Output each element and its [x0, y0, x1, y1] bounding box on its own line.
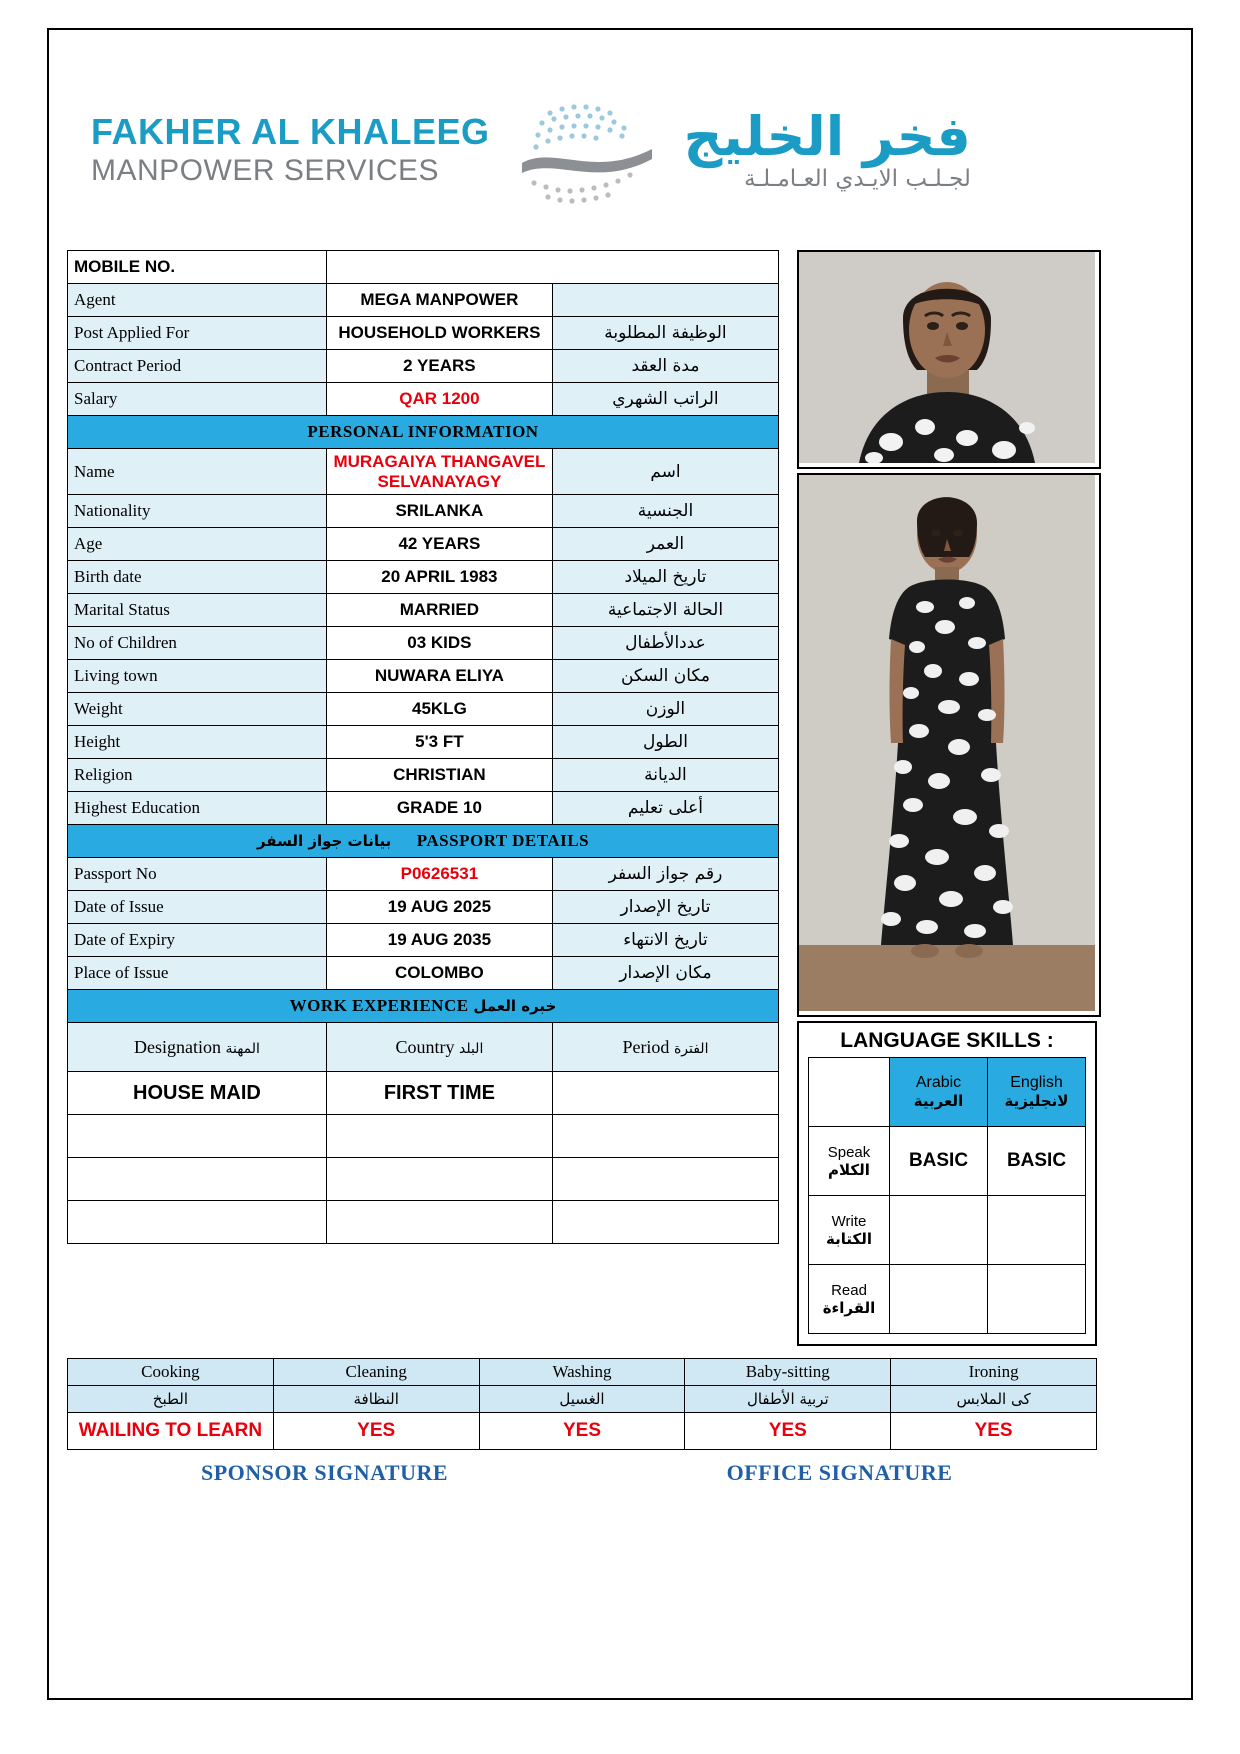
weight-value: 45KLG: [326, 693, 552, 726]
designation-header-ar: المهنة: [225, 1040, 260, 1057]
table-row-name: [68, 449, 779, 495]
work-experience-header-row: [68, 1023, 779, 1072]
country-header: [326, 1023, 552, 1072]
read-label-en: Read: [831, 1281, 867, 1299]
skills-value-row: [68, 1413, 1097, 1450]
name-arabic: اسم: [552, 449, 778, 495]
we-designation-2: [68, 1115, 327, 1158]
date-of-expiry-value: 19 AUG 2035: [326, 924, 552, 957]
height-value: 5'3 FT: [326, 726, 552, 759]
company-name-line1: FAKHER AL KHALEEG: [91, 111, 490, 153]
religion-label: Religion: [68, 759, 327, 792]
we-country-4: [326, 1201, 552, 1244]
living-town-value: NUWARA ELIYA: [326, 660, 552, 693]
age-arabic: العمر: [552, 528, 778, 561]
height-label: Height: [68, 726, 327, 759]
section-work-title: [68, 990, 779, 1023]
applicant-face-photo: [797, 250, 1101, 469]
table-row-date-of-expiry: [68, 924, 779, 957]
skill-babysitting-arabic: تربية الأطفال: [685, 1386, 891, 1413]
table-row-living-town: [68, 660, 779, 693]
salary-value: QAR 1200: [326, 383, 552, 416]
period-header: [552, 1023, 778, 1072]
table-row-salary: [68, 383, 779, 416]
language-skills-panel: [797, 1021, 1097, 1346]
table-row-education: [68, 792, 779, 825]
language-header-row: [809, 1058, 1086, 1127]
section-work-title-en: WORK EXPERIENCE: [289, 996, 469, 1015]
living-town-arabic: مكان السكن: [552, 660, 778, 693]
place-of-issue-value: COLOMBO: [326, 957, 552, 990]
read-label-ar: القراءة: [822, 1298, 876, 1317]
read-arabic-level: [890, 1265, 988, 1334]
marital-status-label: Marital Status: [68, 594, 327, 627]
birth-date-label: Birth date: [68, 561, 327, 594]
section-passport-title: [68, 825, 779, 858]
table-row-marital-status: [68, 594, 779, 627]
table-row-weight: [68, 693, 779, 726]
period-header-ar: الفترة: [673, 1040, 709, 1057]
applicant-full-photo: [797, 473, 1101, 1017]
we-period-3: [552, 1158, 778, 1201]
we-designation-4: [68, 1201, 327, 1244]
language-row-read-label: [809, 1265, 890, 1334]
language-skills-title: LANGUAGE SKILLS :: [840, 1029, 1054, 1052]
applicant-info-table: [67, 250, 779, 1244]
sponsor-signature-label: SPONSOR SIGNATURE: [200, 1460, 449, 1485]
we-designation-3: [68, 1158, 327, 1201]
birth-date-arabic: تاريخ الميلاد: [552, 561, 778, 594]
language-col-english: [988, 1058, 1086, 1127]
table-row-height: [68, 726, 779, 759]
work-experience-row: [68, 1158, 779, 1201]
work-experience-row: [68, 1201, 779, 1244]
table-row-date-of-issue: [68, 891, 779, 924]
language-col-arabic: [890, 1058, 988, 1127]
passport-no-value: P0626531: [326, 858, 552, 891]
section-work-title-ar: خبره العمل: [473, 997, 557, 1015]
language-corner-cell: [809, 1058, 890, 1127]
table-row-post-applied: [68, 317, 779, 350]
religion-value: CHRISTIAN: [326, 759, 552, 792]
date-of-expiry-label: Date of Expiry: [68, 924, 327, 957]
we-designation-1: HOUSE MAID: [68, 1072, 327, 1115]
name-value: MURAGAIYA THANGAVEL SELVANAYAGY: [326, 449, 552, 495]
language-col-english-en: English: [1010, 1074, 1063, 1091]
language-row-write: [809, 1196, 1086, 1265]
language-skills-table: [808, 1057, 1086, 1334]
table-row-nationality: [68, 495, 779, 528]
passport-no-arabic: رقم جواز السفر: [552, 858, 778, 891]
date-of-issue-label: Date of Issue: [68, 891, 327, 924]
marital-status-value: MARRIED: [326, 594, 552, 627]
contract-period-arabic: مدة العقد: [552, 350, 778, 383]
skill-babysitting-label: Baby-sitting: [685, 1359, 891, 1386]
company-name-line2: MANPOWER SERVICES: [91, 153, 440, 187]
skill-babysitting-value: YES: [685, 1413, 891, 1450]
living-town-label: Living town: [68, 660, 327, 693]
language-row-speak: [809, 1127, 1086, 1196]
skill-washing-arabic: الغسيل: [479, 1386, 685, 1413]
language-row-speak-label: [809, 1127, 890, 1196]
agent-label: Agent: [68, 284, 327, 317]
language-col-arabic-en: Arabic: [915, 1074, 962, 1091]
date-of-issue-value: 19 AUG 2025: [326, 891, 552, 924]
passport-no-label: Passport No: [68, 858, 327, 891]
education-arabic: أعلى تعليم: [552, 792, 778, 825]
salary-arabic: الراتب الشهري: [552, 383, 778, 416]
speak-label-en: Speak: [827, 1143, 871, 1161]
skill-washing-label: Washing: [479, 1359, 685, 1386]
skill-ironing-arabic: كى الملابس: [891, 1386, 1097, 1413]
nationality-arabic: الجنسية: [552, 495, 778, 528]
write-label-ar: الكتابة: [826, 1229, 872, 1248]
education-label: Highest Education: [68, 792, 327, 825]
we-country-1: FIRST TIME: [326, 1072, 552, 1115]
language-row-write-label: [809, 1196, 890, 1265]
we-period-2: [552, 1115, 778, 1158]
we-period-4: [552, 1201, 778, 1244]
table-row-contract-period: [68, 350, 779, 383]
period-header-en: Period: [622, 1036, 670, 1057]
education-value: GRADE 10: [326, 792, 552, 825]
work-experience-row: [68, 1072, 779, 1115]
signature-row: [67, 1460, 1097, 1486]
agent-value: MEGA MANPOWER: [326, 284, 552, 317]
we-country-3: [326, 1158, 552, 1201]
skill-cleaning-label: Cleaning: [273, 1359, 479, 1386]
contract-period-value: 2 YEARS: [326, 350, 552, 383]
country-header-ar: البلد: [458, 1040, 484, 1057]
section-personal-information: [68, 416, 779, 449]
skills-english-row: [68, 1359, 1097, 1386]
table-row-children: [68, 627, 779, 660]
company-name-arabic-line1: فخر الخليج: [683, 104, 971, 168]
birth-date-value: 20 APRIL 1983: [326, 561, 552, 594]
table-row-place-of-issue: [68, 957, 779, 990]
children-arabic: عددالأطفال: [552, 627, 778, 660]
skill-cooking-arabic: الطبخ: [68, 1386, 274, 1413]
write-label-en: Write: [831, 1212, 867, 1230]
skill-washing-value: YES: [479, 1413, 685, 1450]
speak-english-level: BASIC: [988, 1127, 1086, 1196]
table-row-religion: [68, 759, 779, 792]
language-row-read: [809, 1265, 1086, 1334]
we-country-2: [326, 1115, 552, 1158]
table-row-age: [68, 528, 779, 561]
company-logo-icon: [514, 95, 664, 205]
nationality-value: SRILANKA: [326, 495, 552, 528]
place-of-issue-label: Place of Issue: [68, 957, 327, 990]
skill-cooking-value: WAILING TO LEARN: [68, 1413, 274, 1450]
marital-status-arabic: الحالة الاجتماعية: [552, 594, 778, 627]
children-value: 03 KIDS: [326, 627, 552, 660]
age-label: Age: [68, 528, 327, 561]
contract-period-label: Contract Period: [68, 350, 327, 383]
mobile-value: [326, 251, 778, 284]
post-applied-value: HOUSEHOLD WORKERS: [326, 317, 552, 350]
skill-ironing-value: YES: [891, 1413, 1097, 1450]
children-label: No of Children: [68, 627, 327, 660]
skill-cleaning-arabic: النظافة: [273, 1386, 479, 1413]
cv-page: [47, 28, 1193, 1700]
date-of-expiry-arabic: تاريخ الانتهاء: [552, 924, 778, 957]
speak-label-ar: الكلام: [828, 1160, 870, 1179]
height-arabic: الطول: [552, 726, 778, 759]
language-col-english-ar: لانجليزية: [1004, 1092, 1069, 1110]
mobile-label: MOBILE NO.: [68, 251, 327, 284]
household-skills-table: [67, 1358, 1097, 1450]
place-of-issue-arabic: مكان الإصدار: [552, 957, 778, 990]
office-signature-label: OFFICE SIGNATURE: [726, 1460, 953, 1485]
date-of-issue-arabic: تاريخ الإصدار: [552, 891, 778, 924]
age-value: 42 YEARS: [326, 528, 552, 561]
table-row-mobile: [68, 251, 779, 284]
section-passport-title-en: PASSPORT DETAILS: [416, 831, 590, 850]
skill-cleaning-value: YES: [273, 1413, 479, 1450]
skills-arabic-row: [68, 1386, 1097, 1413]
work-experience-row: [68, 1115, 779, 1158]
language-col-arabic-ar: العربية: [913, 1092, 964, 1110]
company-name-ar: [674, 104, 971, 194]
company-name-en: [69, 111, 490, 188]
country-header-en: Country: [395, 1036, 455, 1057]
write-english-level: [988, 1196, 1086, 1265]
company-name-arabic-line2: لجـلـب الايـدي العـامـلـة: [744, 165, 971, 192]
section-work-experience: [68, 990, 779, 1023]
table-row-birth-date: [68, 561, 779, 594]
nationality-label: Nationality: [68, 495, 327, 528]
weight-label: Weight: [68, 693, 327, 726]
name-label: Name: [68, 449, 327, 495]
company-header: [69, 80, 1069, 220]
table-row-agent: [68, 284, 779, 317]
skill-ironing-label: Ironing: [891, 1359, 1097, 1386]
agent-arabic: [552, 284, 778, 317]
read-english-level: [988, 1265, 1086, 1334]
section-passport-details: [68, 825, 779, 858]
we-period-1: [552, 1072, 778, 1115]
section-personal-title: PERSONAL INFORMATION: [68, 416, 779, 449]
post-applied-label: Post Applied For: [68, 317, 327, 350]
skill-cooking-label: Cooking: [68, 1359, 274, 1386]
table-row-passport-no: [68, 858, 779, 891]
section-passport-title-ar: بيانات جواز السفر: [256, 832, 392, 850]
post-applied-arabic: الوظيفة المطلوبة: [552, 317, 778, 350]
designation-header-en: Designation: [133, 1036, 221, 1057]
speak-arabic-level: BASIC: [890, 1127, 988, 1196]
weight-arabic: الوزن: [552, 693, 778, 726]
religion-arabic: الديانة: [552, 759, 778, 792]
designation-header: [68, 1023, 327, 1072]
salary-label: Salary: [68, 383, 327, 416]
write-arabic-level: [890, 1196, 988, 1265]
